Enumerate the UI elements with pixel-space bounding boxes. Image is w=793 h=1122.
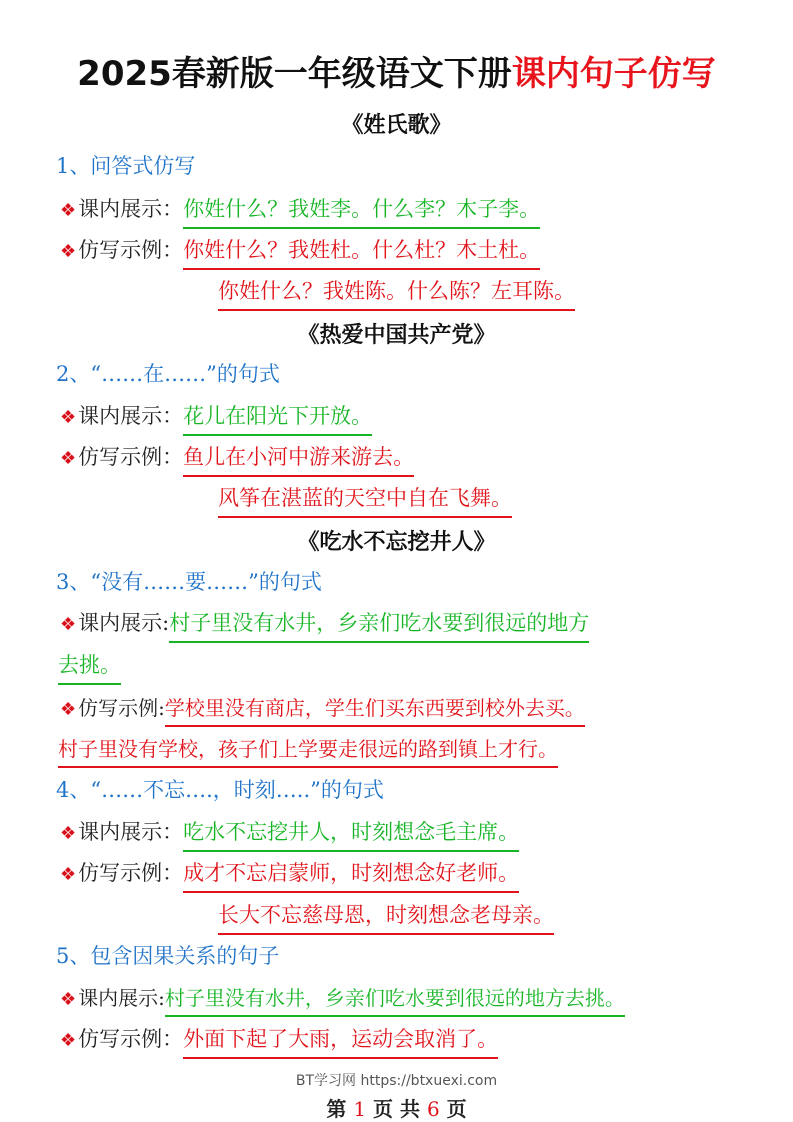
example-sentence: 风筝在湛蓝的天空中自在飞舞。 — [218, 482, 512, 518]
diamond-bullet-icon: ❖ — [60, 823, 77, 844]
row-label: 仿写示例: — [78, 696, 165, 720]
diamond-bullet-icon: ❖ — [60, 614, 77, 635]
poem-title: 《姓氏歌》 — [341, 112, 452, 138]
example-row — [60, 692, 585, 727]
example-sentence: 成才不忘启蒙师，时刻想念好老师。 — [183, 857, 519, 893]
diamond-bullet-icon: ❖ — [60, 699, 77, 720]
example-sentence: 外面下起了大雨，运动会取消了。 — [183, 1023, 498, 1059]
example-sentence: 鱼儿在小河中游来游去。 — [183, 441, 414, 477]
row-label: 仿写示例： — [78, 861, 184, 885]
row-label: 仿写示例： — [78, 1027, 184, 1051]
demo-row — [60, 400, 372, 436]
example-sentence: 长大不忘慈母恩，时刻想念老母亲。 — [218, 899, 554, 935]
example-row — [60, 441, 414, 477]
diamond-bullet-icon: ❖ — [60, 989, 77, 1010]
row-label: 仿写示例： — [78, 238, 184, 262]
page-title — [0, 46, 793, 95]
demo-sentence: 去挑。 — [58, 649, 121, 685]
title-main: 2025春新版一年级语文下册 — [77, 54, 512, 94]
section-heading: 3、“没有……要……”的句式 — [56, 570, 322, 594]
diamond-bullet-icon: ❖ — [60, 200, 77, 221]
demo-row — [60, 816, 519, 852]
example-sentence: 你姓什么？我姓杜。什么杜？木土杜。 — [183, 234, 540, 270]
example-row — [60, 234, 540, 270]
section-heading: 2、“……在……”的句式 — [56, 362, 280, 386]
demo-sentence: 村子里没有水井，乡亲们吃水要到很远的地方去挑。 — [165, 982, 625, 1017]
demo-row — [60, 982, 625, 1017]
footer-site-text: BT学习网 https://btxuexi.com — [295, 1073, 498, 1089]
row-label: 课内展示： — [78, 820, 184, 844]
example-row — [60, 1023, 498, 1059]
section-heading: 1、问答式仿写 — [56, 154, 196, 178]
demo-sentence: 吃水不忘挖井人，时刻想念毛主席。 — [183, 816, 519, 852]
row-label: 课内展示： — [78, 404, 184, 428]
diamond-bullet-icon: ❖ — [60, 1030, 77, 1051]
example-row — [60, 857, 519, 893]
demo-row — [60, 193, 540, 229]
example-row-continued — [58, 733, 558, 768]
current-page: 1 — [353, 1097, 367, 1121]
poem-title: 《热爱中国共产党》 — [297, 322, 496, 348]
poem-title: 《吃水不忘挖井人》 — [297, 529, 496, 555]
demo-sentence: 你姓什么？我姓李。什么李？木子李。 — [183, 193, 540, 229]
demo-row-continued — [58, 649, 121, 685]
row-label: 课内展示： — [78, 197, 184, 221]
demo-sentence: 村子里没有水井，乡亲们吃水要到很远的地方 — [169, 607, 589, 643]
example-row-continued — [218, 899, 554, 935]
example-sentence: 学校里没有商店，学生们买东西要到校外去买。 — [165, 692, 585, 727]
example-row-continued — [218, 275, 575, 311]
diamond-bullet-icon: ❖ — [60, 241, 77, 262]
title-highlight: 课内句子仿写 — [511, 54, 716, 94]
row-label: 仿写示例： — [78, 445, 184, 469]
diamond-bullet-icon: ❖ — [60, 864, 77, 885]
page-number: 第 1 页 共 6 页 — [326, 1097, 467, 1121]
total-pages: 6 — [426, 1097, 440, 1121]
section-heading: 4、“……不忘….，时刻…..”的句式 — [56, 778, 384, 802]
demo-row — [60, 607, 589, 643]
example-sentence: 你姓什么？我姓陈。什么陈？左耳陈。 — [218, 275, 575, 311]
example-row-continued — [218, 482, 512, 518]
diamond-bullet-icon: ❖ — [60, 407, 77, 428]
example-sentence: 村子里没有学校，孩子们上学要走很远的路到镇上才行。 — [58, 733, 558, 768]
diamond-bullet-icon: ❖ — [60, 448, 77, 469]
section-heading: 5、包含因果关系的句子 — [56, 944, 280, 968]
row-label: 课内展示: — [78, 611, 170, 635]
row-label: 课内展示: — [78, 986, 165, 1010]
demo-sentence: 花儿在阳光下开放。 — [183, 400, 372, 436]
